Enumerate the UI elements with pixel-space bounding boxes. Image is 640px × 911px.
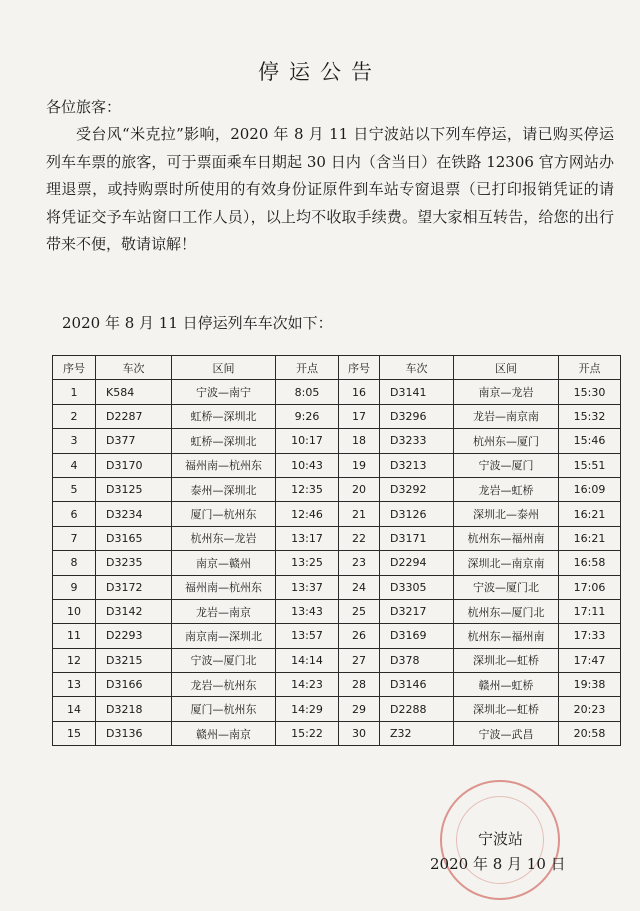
seq-cell: 6 xyxy=(53,502,96,526)
table-row xyxy=(53,673,621,697)
table-row xyxy=(53,502,621,526)
table-row xyxy=(53,526,621,550)
time-cell: 15:46 xyxy=(559,429,621,453)
seq-cell: 26 xyxy=(339,624,380,648)
table-row xyxy=(53,477,621,501)
header-cell: 序号 xyxy=(339,356,380,380)
list-caption: 2020 年 8 月 11 日停运列车车次如下： xyxy=(62,314,333,332)
time-cell: 13:17 xyxy=(276,526,339,550)
route-cell: 宁波—厦门 xyxy=(454,453,559,477)
train-cell: D3169 xyxy=(380,624,454,648)
route-cell: 宁波—南宁 xyxy=(172,380,276,404)
seq-cell: 2 xyxy=(53,404,96,428)
route-cell: 杭州东—厦门北 xyxy=(454,599,559,623)
header-cell: 区间 xyxy=(454,356,559,380)
train-cell: D3170 xyxy=(96,453,172,477)
time-cell: 15:30 xyxy=(559,380,621,404)
seq-cell: 10 xyxy=(53,599,96,623)
table-row xyxy=(53,599,621,623)
time-cell: 9:26 xyxy=(276,404,339,428)
notice-body: 受台风“米克拉”影响，2020 年 8 月 11 日宁波站以下列车停运，请已购买停运列车车票的旅客，可于票面乘车日期起 30 日内（含当日）在铁路 12306 官方网站办理退票，或持购票时所使用的有效身份证原件到车站专窗退票（已打印报销凭证的请将凭证交予车站窗口工作人员），以上均不收取手续费。望大家相互转告，给您的出行带来不便，敬请谅解！ xyxy=(46,125,614,253)
seq-cell: 14 xyxy=(53,697,96,721)
seq-cell: 12 xyxy=(53,648,96,672)
route-cell: 厦门—杭州东 xyxy=(172,502,276,526)
time-cell: 17:47 xyxy=(559,648,621,672)
train-cell: D3234 xyxy=(96,502,172,526)
train-cell: D3217 xyxy=(380,599,454,623)
seq-cell: 23 xyxy=(339,551,380,575)
seq-cell: 4 xyxy=(53,453,96,477)
train-cell: D3213 xyxy=(380,453,454,477)
signature-date: 2020 年 8 月 10 日 xyxy=(430,855,566,873)
seq-cell: 3 xyxy=(53,429,96,453)
route-cell: 深圳北—虹桥 xyxy=(454,648,559,672)
train-cell: D3215 xyxy=(96,648,172,672)
seq-cell: 29 xyxy=(339,697,380,721)
route-cell: 南京—赣州 xyxy=(172,551,276,575)
table-row xyxy=(53,551,621,575)
seq-cell: 30 xyxy=(339,721,380,745)
seq-cell: 25 xyxy=(339,599,380,623)
route-cell: 龙岩—南京南 xyxy=(454,404,559,428)
time-cell: 12:46 xyxy=(276,502,339,526)
train-cell: D2287 xyxy=(96,404,172,428)
seq-cell: 24 xyxy=(339,575,380,599)
seq-cell: 22 xyxy=(339,526,380,550)
route-cell: 赣州—虹桥 xyxy=(454,673,559,697)
train-cell: D3142 xyxy=(96,599,172,623)
route-cell: 龙岩—虹桥 xyxy=(454,477,559,501)
time-cell: 17:33 xyxy=(559,624,621,648)
route-cell: 宁波—武昌 xyxy=(454,721,559,745)
seq-cell: 13 xyxy=(53,673,96,697)
seq-cell: 27 xyxy=(339,648,380,672)
train-cell: D3235 xyxy=(96,551,172,575)
table-row xyxy=(53,575,621,599)
route-cell: 龙岩—南京 xyxy=(172,599,276,623)
table-row xyxy=(53,721,621,745)
route-cell: 南京南—深圳北 xyxy=(172,624,276,648)
time-cell: 15:22 xyxy=(276,721,339,745)
route-cell: 杭州东—福州南 xyxy=(454,624,559,648)
seq-cell: 20 xyxy=(339,477,380,501)
route-cell: 南京—龙岩 xyxy=(454,380,559,404)
time-cell: 13:43 xyxy=(276,599,339,623)
route-cell: 宁波—厦门北 xyxy=(172,648,276,672)
route-cell: 福州南—杭州东 xyxy=(172,575,276,599)
seq-cell: 1 xyxy=(53,380,96,404)
route-cell: 深圳北—泰州 xyxy=(454,502,559,526)
train-cell: D3126 xyxy=(380,502,454,526)
route-cell: 杭州东—厦门 xyxy=(454,429,559,453)
time-cell: 17:11 xyxy=(559,599,621,623)
train-cell: D3292 xyxy=(380,477,454,501)
train-cell: D3305 xyxy=(380,575,454,599)
table-row xyxy=(53,624,621,648)
route-cell: 杭州东—龙岩 xyxy=(172,526,276,550)
seq-cell: 21 xyxy=(339,502,380,526)
greeting: 各位旅客： xyxy=(46,98,122,116)
train-cell: D377 xyxy=(96,429,172,453)
header-cell: 车次 xyxy=(380,356,454,380)
train-cell: D2293 xyxy=(96,624,172,648)
time-cell: 10:43 xyxy=(276,453,339,477)
table-row xyxy=(53,380,621,404)
time-cell: 13:25 xyxy=(276,551,339,575)
route-cell: 虹桥—深圳北 xyxy=(172,404,276,428)
route-cell: 赣州—南京 xyxy=(172,721,276,745)
time-cell: 20:23 xyxy=(559,697,621,721)
table-row xyxy=(53,648,621,672)
suspended-trains-table xyxy=(52,355,621,746)
route-cell: 宁波—厦门北 xyxy=(454,575,559,599)
seq-cell: 16 xyxy=(339,380,380,404)
seq-cell: 18 xyxy=(339,429,380,453)
train-cell: D3296 xyxy=(380,404,454,428)
route-cell: 泰州—深圳北 xyxy=(172,477,276,501)
train-cell: D3233 xyxy=(380,429,454,453)
time-cell: 14:23 xyxy=(276,673,339,697)
train-cell: Z32 xyxy=(380,721,454,745)
route-cell: 虹桥—深圳北 xyxy=(172,429,276,453)
route-cell: 龙岩—杭州东 xyxy=(172,673,276,697)
table-header-row xyxy=(53,356,621,380)
train-cell: D3136 xyxy=(96,721,172,745)
train-cell: D378 xyxy=(380,648,454,672)
signature-org: 宁波站 xyxy=(478,830,524,848)
train-cell: D2294 xyxy=(380,551,454,575)
time-cell: 13:57 xyxy=(276,624,339,648)
seq-cell: 17 xyxy=(339,404,380,428)
train-cell: D3165 xyxy=(96,526,172,550)
seq-cell: 28 xyxy=(339,673,380,697)
time-cell: 14:14 xyxy=(276,648,339,672)
header-cell: 开点 xyxy=(276,356,339,380)
table-row xyxy=(53,697,621,721)
seq-cell: 7 xyxy=(53,526,96,550)
seq-cell: 8 xyxy=(53,551,96,575)
time-cell: 12:35 xyxy=(276,477,339,501)
table-row xyxy=(53,453,621,477)
seq-cell: 19 xyxy=(339,453,380,477)
notice-title: 停运公告 xyxy=(258,60,382,84)
header-cell: 车次 xyxy=(96,356,172,380)
train-cell: D3166 xyxy=(96,673,172,697)
time-cell: 15:32 xyxy=(559,404,621,428)
time-cell: 16:58 xyxy=(559,551,621,575)
train-cell: D3125 xyxy=(96,477,172,501)
train-cell: D3172 xyxy=(96,575,172,599)
header-cell: 开点 xyxy=(559,356,621,380)
train-cell: D3171 xyxy=(380,526,454,550)
seq-cell: 11 xyxy=(53,624,96,648)
seq-cell: 15 xyxy=(53,721,96,745)
seq-cell: 5 xyxy=(53,477,96,501)
time-cell: 10:17 xyxy=(276,429,339,453)
time-cell: 14:29 xyxy=(276,697,339,721)
train-cell: K584 xyxy=(96,380,172,404)
time-cell: 20:58 xyxy=(559,721,621,745)
route-cell: 深圳北—虹桥 xyxy=(454,697,559,721)
table-row xyxy=(53,429,621,453)
time-cell: 16:21 xyxy=(559,502,621,526)
train-cell: D2288 xyxy=(380,697,454,721)
train-cell: D3218 xyxy=(96,697,172,721)
train-cell: D3141 xyxy=(380,380,454,404)
table-row xyxy=(53,404,621,428)
time-cell: 16:09 xyxy=(559,477,621,501)
route-cell: 深圳北—南京南 xyxy=(454,551,559,575)
header-cell: 区间 xyxy=(172,356,276,380)
time-cell: 17:06 xyxy=(559,575,621,599)
header-cell: 序号 xyxy=(53,356,96,380)
time-cell: 13:37 xyxy=(276,575,339,599)
time-cell: 16:21 xyxy=(559,526,621,550)
time-cell: 15:51 xyxy=(559,453,621,477)
route-cell: 杭州东—福州南 xyxy=(454,526,559,550)
train-cell: D3146 xyxy=(380,673,454,697)
route-cell: 厦门—杭州东 xyxy=(172,697,276,721)
time-cell: 19:38 xyxy=(559,673,621,697)
route-cell: 福州南—杭州东 xyxy=(172,453,276,477)
seq-cell: 9 xyxy=(53,575,96,599)
time-cell: 8:05 xyxy=(276,380,339,404)
